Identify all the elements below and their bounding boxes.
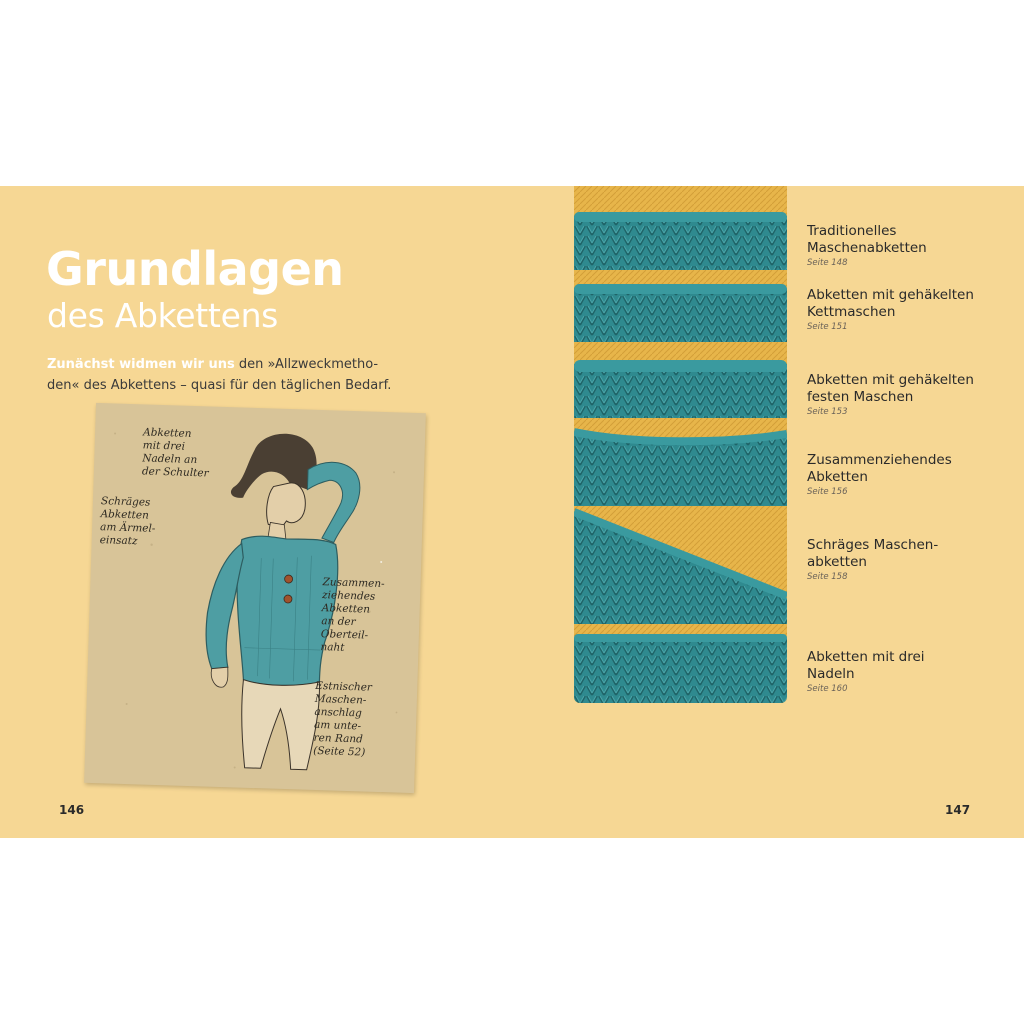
page-title: Grundlagen <box>46 242 344 296</box>
sketch-note-sleeve: Schräges Abketten am Ärmel- einsatz <box>99 495 156 548</box>
entry-traditional-bind-off[interactable] <box>807 223 1007 269</box>
entry-crochet-single-bind-off[interactable] <box>807 372 1007 418</box>
entry-page-ref: Seite 156 <box>807 487 848 497</box>
sketch-note-hem: Estnischer Maschen- anschlag am unte- ren Rand (Seite 52) <box>313 679 373 759</box>
sketch-note-side-seam: Zusammen- ziehendes Abketten an der Oberteil- naht <box>320 576 385 654</box>
page-subtitle: des Abkettens <box>47 296 279 335</box>
intro-highlight: Zunächst widmen wir uns <box>47 357 235 372</box>
entry-page-ref: Seite 148 <box>807 258 848 268</box>
entry-page-ref: Seite 160 <box>807 684 848 694</box>
page-number-left: 146 <box>59 803 85 817</box>
entry-page-ref: Seite 153 <box>807 407 848 417</box>
knit-swatch-photo <box>574 186 787 703</box>
entry-page-ref: Seite 151 <box>807 322 848 332</box>
sweater-sketch-illustration <box>84 403 426 793</box>
entry-gathered-bind-off[interactable] <box>807 452 1007 498</box>
entry-title: Abketten mit drei Nadeln <box>807 649 925 682</box>
entry-title: Traditionelles Maschenabketten <box>807 223 927 256</box>
intro-line-1: den »Allzweckmetho- <box>234 357 379 372</box>
entry-title: Abketten mit gehäkelten festen Maschen <box>807 372 974 405</box>
entry-sloped-bind-off[interactable] <box>807 537 1007 583</box>
entry-crochet-slip-stitch-bind-off[interactable] <box>807 287 1007 333</box>
entry-page-ref: Seite 158 <box>807 572 848 582</box>
book-spread <box>0 186 1024 838</box>
entry-title: Schräges Maschen- abketten <box>807 537 939 570</box>
entry-title: Abketten mit gehäkelten Kettmaschen <box>807 287 974 320</box>
entry-title: Zusammenziehendes Abketten <box>807 452 952 485</box>
knit-samples-image <box>574 186 787 703</box>
entry-three-needle-bind-off[interactable] <box>807 649 1007 695</box>
intro-line-2: den« des Abkettens – quasi für den täglichen Bedarf. <box>47 378 392 393</box>
page-number-right: 147 <box>945 803 971 817</box>
intro-paragraph <box>47 354 397 396</box>
sketch-note-shoulder: Abketten mit drei Nadeln an der Schulter <box>141 426 209 480</box>
